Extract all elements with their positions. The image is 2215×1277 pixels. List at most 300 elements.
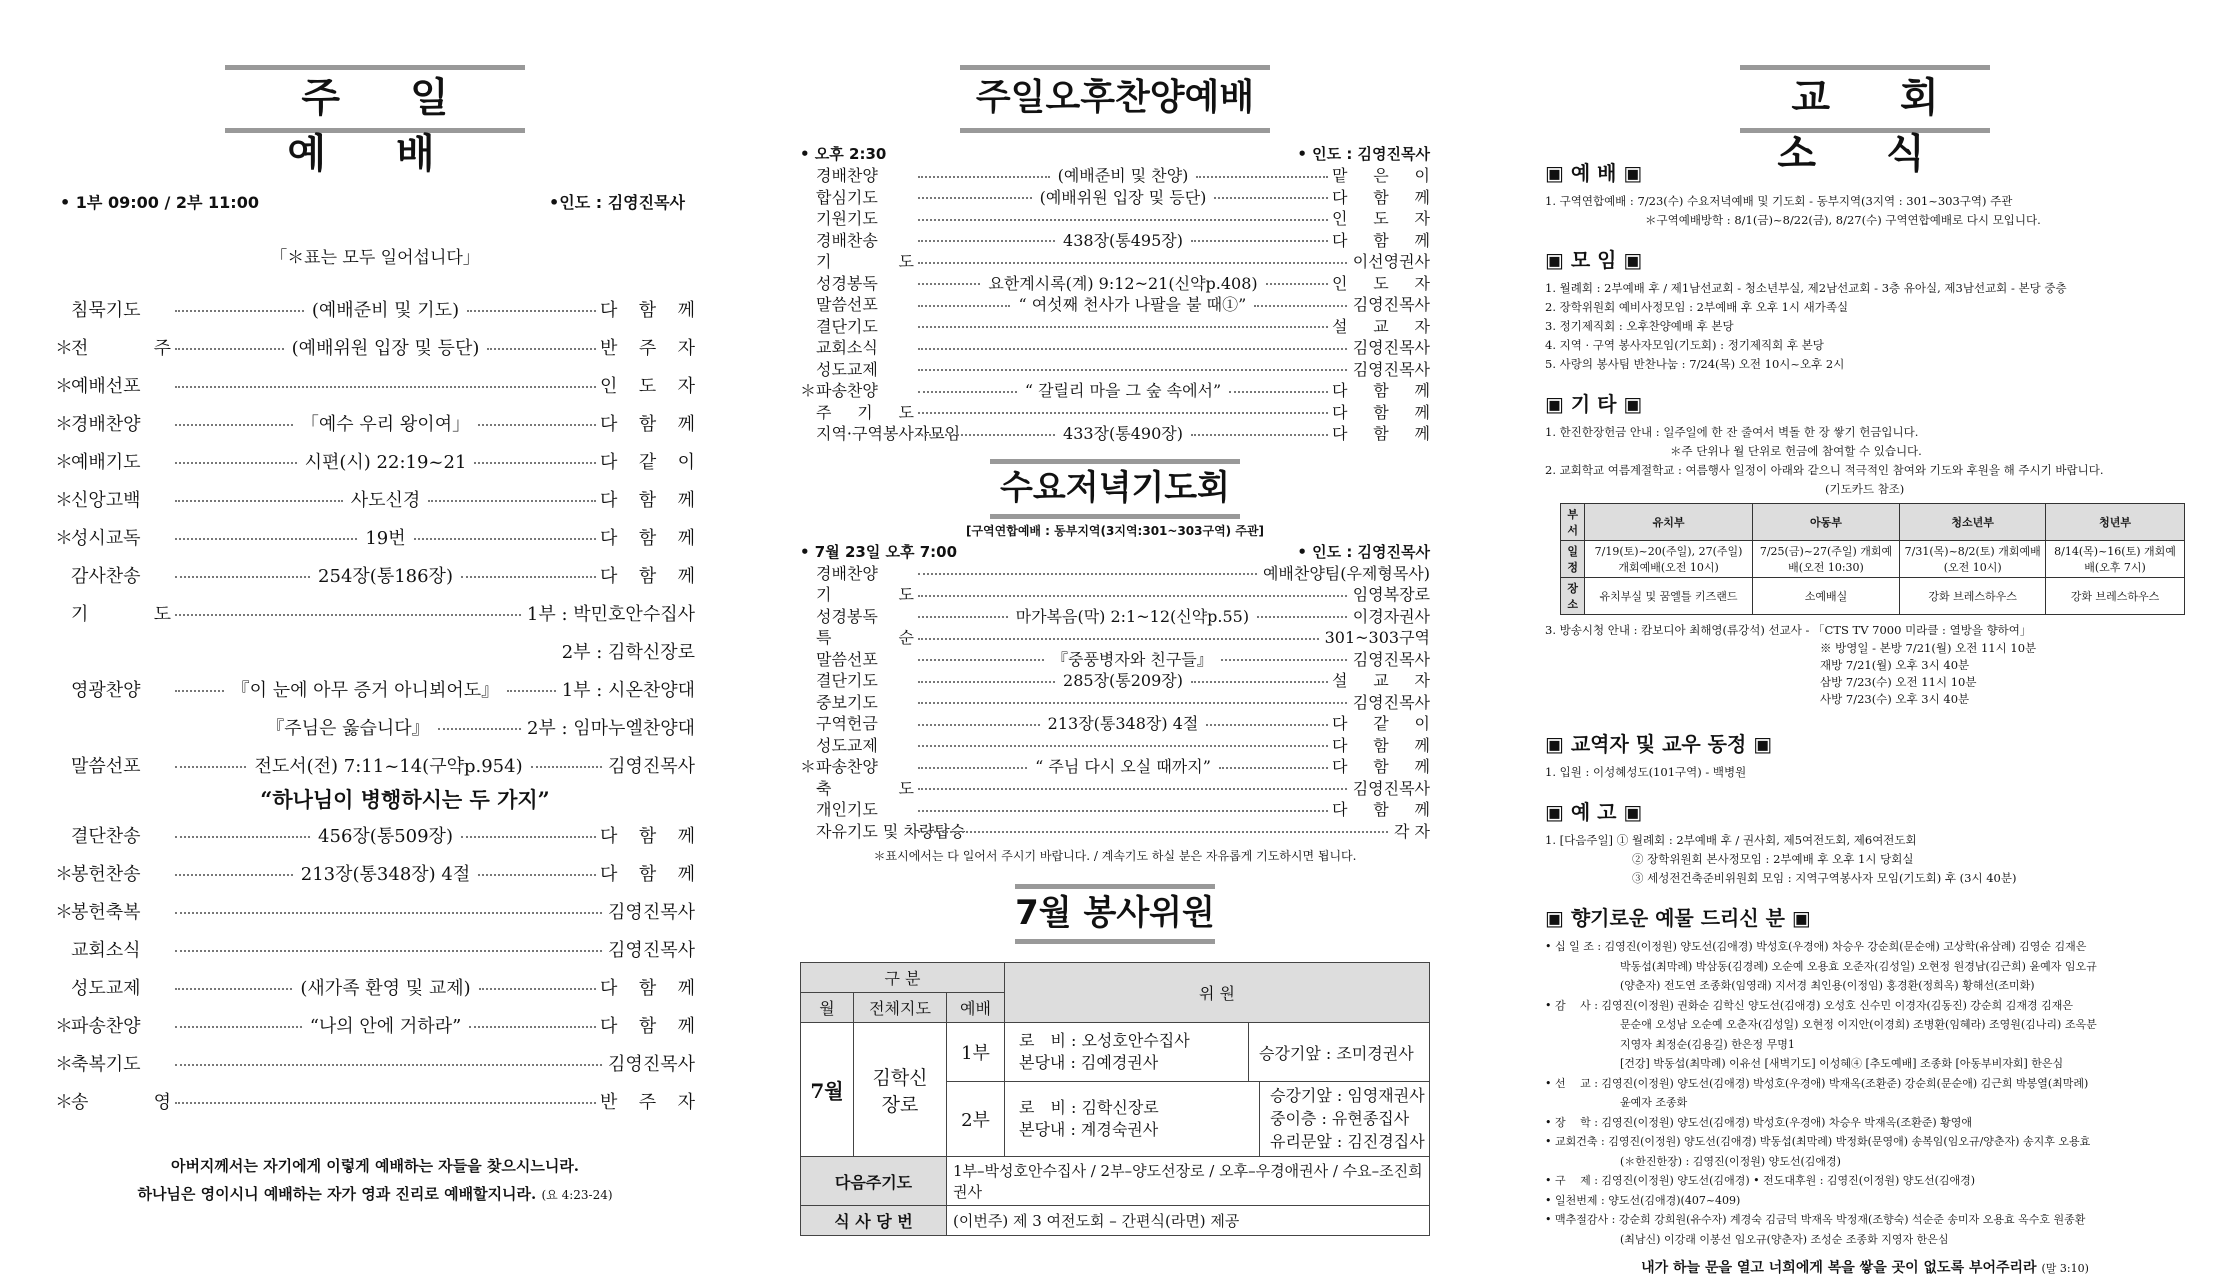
vol-s1-lobby: 로 비 : 오성호안수집사 [1019,1031,1190,1050]
order-person: 인 도 자 [600,376,695,397]
offering-line: • 선 교 : 김영진(이정원) 양도선(김애경) 박성호(우경애) 박재옥(조환준) 강순희(문순애) 김근희 박봉열(최막례) [1545,1076,2089,1090]
vol-region: 김학신 장로 [854,1023,947,1157]
leader-dots [1191,240,1328,242]
order-row [55,328,695,366]
order-label: 신앙고백 [71,490,141,511]
order-person: 다 같 이 [1332,714,1430,734]
afternoon-title: 주일오후찬양예배 [960,65,1270,133]
order-label: 합심기도 [816,187,878,207]
order-label: 성시교독 [71,528,141,549]
leader-dots [175,500,343,502]
leader-dots [1266,283,1328,285]
offering-line: (양춘자) 전도연 조종화(임영래) 지서경 최인용(이정임) 홍경환(정희옥) 황해선(조미화) [1620,979,2035,992]
order-detail: 사도신경 [350,490,421,511]
worship-heading: ▣ 예 배 ▣ [1545,161,1643,185]
order-label: 말씀선포 [816,649,878,669]
camp-schedule-2: 7/25(금)~27(주일) 개회예배(오전 10:30) [1752,541,1900,578]
leader-dots [918,283,980,285]
order-detail: 19번 [365,528,406,549]
meeting-list [1545,279,2185,374]
wednesday-sub: [구역연합예배 : 동부지역(3지역:301~303구역) 주관] [965,523,1265,538]
offering-line: 윤예자 조종화 [1620,1096,1688,1109]
order-row [800,691,1430,713]
offering-line: (최남신) 이강래 이봉선 임오규(양춘자) 조성순 조종화 지영자 한은심 [1620,1232,1949,1246]
order-label: 감사찬송 [71,566,141,587]
order-row [800,798,1430,820]
etc-news [1545,423,2185,499]
leader-dots [175,950,602,952]
church-news-column [1545,0,2185,1276]
etc-2b: (기도카드 참조) [1825,482,1905,496]
order-label: 자유기도 및 차량탑승 [816,821,966,841]
leader-dots [918,724,1040,726]
order-row [55,404,695,442]
meeting-item: 3. 정기제직회 : 오후찬양예배 후 본당 [1545,319,1734,333]
offering-line: • 감 사 : 김영진(이정원) 권화순 김학신 양도선(김애경) 오성호 신수민 이경자(김동진) 강순희 김재경 김재은 [1545,998,2074,1012]
order-label: 결단기도 [816,671,878,691]
order-label: 기 도 [816,252,914,272]
order-label: 지역·구역봉사자모임 [816,424,961,444]
plan-3: ③ 세성전건축준비위원회 모임 : 지역구역봉사자 모임(기도회) 후 (3시 40분) [1632,871,2017,885]
order-row [800,712,1430,734]
order-label: 파송찬양 [816,757,878,777]
order-row [800,186,1430,208]
leader-dots [918,616,1008,618]
order-detail: “ 여섯째 천사가 나팔을 불 때①” [1018,295,1247,315]
order-label: 경배찬양 [816,563,878,583]
order-label: 성경봉독 [816,273,878,293]
standing-mark: ＊ [55,902,73,923]
leader-dots [175,462,297,464]
leader-dots [175,1064,602,1066]
camp-schedule-1: 7/19(토)~20(주일), 27(주일) 개회예배(오전 10시) [1585,541,1752,578]
order-row [55,518,695,556]
order-label: 중보기도 [816,692,878,712]
leader-dots [175,988,292,990]
order-label: 파송찬양 [71,1016,141,1037]
vol-s2-lobby: 로 비 : 김학신장로 [1019,1098,1159,1117]
leader-dots [175,766,246,768]
order-person: 다 함 께 [1332,402,1430,422]
leader-dots [467,310,596,312]
etc-1: 1. 한진한장헌금 안내 : 일주일에 한 잔 줄여서 벽돌 한 장 쌓기 헌금입니다. [1545,425,1919,439]
news-verse-ref: (말 3:10) [2041,1262,2089,1275]
order-row [800,293,1430,315]
volunteer-table [800,962,1430,1236]
afternoon-column [800,0,1430,1240]
order-label: 송 영 [71,1092,171,1113]
order-person: 김영진목사 [608,756,696,777]
order-row [55,1082,695,1120]
offering-line: 지영자 최정순(김용길) 한은정 무명1 [1620,1037,1795,1051]
order-row [55,480,695,518]
vol-s2-hall: 본당내 : 계경숙권사 [1019,1120,1159,1139]
plan-news [1545,831,2185,888]
standing-mark: ＊ [55,1054,73,1075]
order-person: 다 같 이 [600,452,696,473]
vol-s2-glassdoor: 유리문앞 : 김진경집사 [1270,1132,1425,1151]
leader-dots [918,702,1347,704]
order-detail: 「예수 우리 왕이여」 [300,414,471,435]
wednesday-note: ＊표시에서는 다 일어서 주시기 바랍니다. / 계속기도 하실 분은 자유롭게 기도하시면 됩니다. [873,849,1357,863]
standing-mark: ＊ [55,414,73,435]
leader-dots [918,745,1328,747]
order-row [800,777,1430,799]
order-person: 1부 : 박민호안수집사 [526,604,695,625]
order-person: 다 함 께 [1332,424,1430,444]
leader-dots [175,538,357,540]
news-verse [1545,1257,2185,1277]
order-person: 반 주 자 [600,1092,695,1113]
leader-dots [918,305,1010,307]
order-person: 김영진목사 [608,940,695,961]
vol-s1-elevator: 승강기앞 : 조미경권사 [1248,1023,1429,1081]
order-person: 다 함 께 [600,978,696,999]
order-detail: (예배위원 입장 및 등단) [291,338,480,359]
sunday-meta [55,190,695,213]
order-person: 다 함 께 [600,528,696,549]
order-row [55,442,695,480]
leader-dots [918,240,1055,242]
leader-dots [918,369,1347,371]
order-person: 임영복장로 [1352,585,1430,605]
standing-mark: ＊ [55,1016,73,1037]
leader-dots [469,1026,596,1028]
order-row [55,892,695,930]
order-detail: 433장(통490장) [1063,424,1183,444]
etc-1b: ＊주 단위나 월 단위로 헌금에 참여할 수 있습니다. [1670,444,1922,458]
order-detail: (예배준비 및 찬양) [1057,166,1189,186]
order-person: 1부 : 시온찬양대 [561,680,695,701]
order-row [800,250,1430,272]
camp-row-schedule: 일정 [1561,541,1585,578]
vol-next-label: 다음주기도 [801,1157,947,1206]
order-row [800,336,1430,358]
leader-dots [918,326,1328,328]
afternoon-order [800,164,1430,444]
worship-news [1545,192,2185,230]
leader-dots [918,348,1347,350]
vol-service-2: 2부 [947,1082,1005,1157]
leader-dots [918,262,1347,264]
leader-dots [507,690,556,692]
vol-s2-mezzanine: 중이층 : 유현종집사 [1270,1109,1410,1128]
order-row [800,562,1430,584]
standing-mark: ＊ [55,490,73,511]
order-person: 반 주 자 [600,338,696,359]
leader-dots [438,728,521,730]
order-detail: 전도서(전) 7:11~14(구약p.954) [254,756,523,777]
broadcast-item: 재방 7/21(월) 오후 3시 40분 [1820,658,1970,672]
order-person: 다 함 께 [1332,381,1431,401]
order-label: 기원기도 [816,209,878,229]
order-label: 기 도 [816,585,914,605]
order-person: 다 함 께 [600,1016,696,1037]
vol-head-service: 예배 [947,993,1005,1023]
order-row [55,854,695,892]
order-row [55,632,695,670]
worship-news-1b: ＊구역예배방학 : 8/1(금)~8/22(금), 8/27(수) 구역연합예배로 다시 모입니다. [1645,213,2041,227]
broadcast-item: ※ 방영일 - 본방 7/21(월) 오전 11시 10분 [1820,641,2037,655]
order-row [800,358,1430,380]
order-person: 301~303구역 [1324,628,1430,648]
leader: •인도 : 김영진목사 [549,193,685,212]
order-person: 김영진목사 [608,1054,695,1075]
order-row [800,669,1430,691]
order-person: 다 함 께 [1332,757,1430,777]
leader-dots [175,614,521,616]
order-label: 축복기도 [71,1054,141,1075]
order-row [800,626,1430,648]
order-row [800,272,1430,294]
order-person: 예배찬양팀(우제형목사) [1262,563,1430,583]
staff-1: 1. 입원 : 이성혜성도(101구역) - 백병원 [1545,765,1747,779]
order-person: 김영진목사 [1352,649,1431,669]
order-person: 다 함 께 [600,566,696,587]
vol-head-region: 전체지도 [854,993,947,1023]
leader-dots [175,836,310,838]
leader-dots [1191,681,1328,683]
order-label: 성경봉독 [816,606,878,626]
order-row [55,290,695,328]
leader-dots [918,197,1032,199]
leader-dots [175,424,293,426]
leader-dots [1219,767,1328,769]
leader-dots [1229,391,1328,393]
leader-dots [175,576,310,578]
offering-line: (＊한진한장) : 김영진(이정원) 양도선(김애경) [1620,1154,1841,1168]
order-detail: (예배준비 및 기도) [311,300,460,321]
verse-line-1: 아버지께서는 자기에게 이렇게 예배하는 자들을 찾으시느니라. [170,1157,580,1175]
news-verse-text: 내가 하늘 문을 열고 너희에게 복을 쌓을 곳이 없도록 부어주리라 [1641,1260,2037,1276]
vol-meal-label: 식 사 당 번 [801,1206,947,1236]
order-detail: “나의 안에 거하라” [309,1016,462,1037]
order-row [800,755,1430,777]
standing-notice: 「＊표는 모두 일어섭니다」 [270,248,480,268]
leader-dots [175,912,602,914]
offering-line: • 교회건축 : 김영진(이정원) 양도선(김애경) 박동섭(최막례) 박정화(문영애) 송복임(임오규/양춘자) 송지후 오용효 [1545,1135,2091,1148]
broadcast-item: 사방 7/23(수) 오후 3시 40분 [1820,692,1970,706]
order-label: 교회소식 [816,338,878,358]
order-detail: 요한계시록(계) 9:12~21(신약p.408) [988,273,1258,293]
leader-dots [479,988,596,990]
camp-head-dept: 부서 [1561,504,1585,541]
order-label: 결단찬송 [71,826,141,847]
order-person: 설 교 자 [1332,671,1430,691]
camp-head-kinder: 유치부 [1585,504,1752,541]
order-label: 파송찬양 [816,381,878,401]
sunday-worship-column [55,0,695,1240]
leader-dots [175,310,304,312]
order-label: 경배찬양 [71,414,141,435]
broadcast-news [1545,621,2185,708]
order-of-service-1 [55,290,695,784]
order-label: 특 순 [816,628,914,648]
order-row [55,968,695,1006]
order-person: 이경자권사 [1352,606,1431,626]
order-person: 다 함 께 [600,300,695,321]
order-row [55,556,695,594]
leader-dots [1206,724,1328,726]
vol-next-value: 1부–박성호안수집사 / 2부–양도선장로 / 오후–우경애권사 / 수요–조진희권사 [947,1157,1430,1206]
leader-dots [918,412,1328,414]
order-row [800,583,1430,605]
leader-dots [414,538,596,540]
standing-mark: ＊ [55,452,73,473]
leader-dots [531,766,602,768]
leader-dots [474,462,596,464]
order-detail: “ 갈릴리 마을 그 숲 속에서” [1024,381,1222,401]
order-row [800,820,1430,842]
verse-ref: (요 4:23-24) [541,1188,613,1202]
afternoon-leader: • 인도 : 김영진목사 [1297,145,1430,163]
order-detail: 254장(통186장) [318,566,453,587]
order-label: 주 기 도 [816,402,914,422]
offering-line: [건강] 박동섭(최막례) 이유선 [새벽기도] 이성혜④ [추도예배] 조종화 [아동부비자회] 한은심 [1620,1057,2064,1070]
leader-dots [918,831,1388,833]
order-label: 기 도 [71,604,171,625]
leader-dots [918,219,1328,221]
order-label: 구역헌금 [816,714,878,734]
order-person: 다 함 께 [1332,735,1430,755]
wednesday-leader: • 인도 : 김영진목사 [1297,542,1430,561]
leader-dots [175,1102,596,1104]
summer-camp-table [1560,503,2185,615]
order-label: 예배기도 [71,452,141,473]
order-row [55,746,695,784]
offering-line: • 장 학 : 김영진(이정원) 양도선(김애경) 박성호(우경애) 차승우 박재옥(조환준) 황영애 [1545,1115,1973,1129]
order-detail: 『이 눈에 아무 증거 아니뵈어도』 [231,680,500,701]
vol-meal-value: (이번주) 제 3 여전도회 – 간편식(라면) 제공 [947,1206,1430,1236]
order-row [55,670,695,708]
leader-dots [918,788,1347,790]
vol-head-month: 월 [801,993,854,1023]
order-person: 김영진목사 [1352,359,1430,379]
order-row [55,708,695,746]
order-row [55,1044,695,1082]
order-person: 다 함 께 [1332,230,1430,250]
standing-mark: ＊ [55,528,73,549]
camp-row-place: 장소 [1561,578,1585,615]
order-label: 전 주 [71,338,171,359]
order-person: 다 함 께 [600,826,696,847]
vol-s2-elevator: 승강기앞 : 임영재권사 [1270,1086,1425,1105]
order-label: 봉헌축복 [71,902,141,923]
order-detail: 시편(시) 22:19~21 [304,452,467,473]
camp-place-4: 강화 브레스하우스 [2046,578,2185,615]
order-of-service-2 [55,816,695,1120]
vol-service-1: 1부 [947,1023,1005,1082]
order-label: 경배찬송 [816,230,878,250]
standing-mark: ＊ [55,864,73,885]
order-person: 다 함 께 [600,864,696,885]
offering-line: 문순애 오성남 오순예 오춘자(김성일) 오현정 이지안(이경희) 조병환(임혜라) 조영원(김나리) 조옥분 [1620,1018,2097,1031]
order-label: 말씀선포 [71,756,141,777]
leader-dots [918,391,1017,393]
offering-heading: ▣ 향기로운 예물 드리신 분 ▣ [1545,906,1811,930]
order-row [800,648,1430,670]
staff-heading: ▣ 교역자 및 교우 동정 ▣ [1545,732,1773,756]
closing-verse [55,1152,695,1209]
wednesday-time: • 7월 23일 오후 7:00 [800,542,958,561]
order-row [800,207,1430,229]
offering-line: • 일천번제 : 양도선(김애경)(407~409) [1545,1193,1741,1207]
leader-dots [918,595,1347,597]
sermon-title: “하나님이 병행하시는 두 가지” [260,787,550,812]
meeting-item: 4. 지역 · 구역 봉사자모임(기도회) : 정기제직회 후 본당 [1545,338,1824,352]
order-person: 인 도 자 [1332,273,1431,293]
vol-s1-hall: 본당내 : 김예경권사 [1019,1053,1159,1072]
order-row [55,816,695,854]
leader-dots [478,424,596,426]
leader-dots [175,874,293,876]
order-row [800,315,1430,337]
order-person: 김영진목사 [1352,338,1430,358]
standing-mark: ＊ [55,376,73,397]
order-detail: 213장(통348장) 4절 [1047,714,1199,734]
order-detail: 『중풍병자와 친구들』 [1052,649,1213,669]
leader-dots [175,348,284,350]
order-person: 각 자 [1394,821,1430,841]
order-person: 김영진목사 [608,902,695,923]
plan-heading: ▣ 예 고 ▣ [1545,800,1643,824]
volunteer-title: 7월 봉사위원 [1015,884,1215,944]
order-person: 맡 은 이 [1332,166,1431,186]
order-person: 다 함 께 [600,490,695,511]
order-detail: 285장(통209장) [1063,671,1183,691]
leader-dots [918,659,1044,661]
leader-dots [487,348,596,350]
order-label: 말씀선포 [816,295,878,315]
leader-dots [918,810,1328,812]
standing-mark: ＊ [55,1092,73,1113]
vol-head-members: 위 원 [1005,963,1430,1023]
leader-dots [918,767,1027,769]
order-detail: 456장(통509장) [318,826,453,847]
order-person: 이선영권사 [1352,252,1430,272]
wednesday-order [800,562,1430,842]
order-label: 성도교제 [816,735,878,755]
order-row [800,605,1430,627]
order-person: 다 함 께 [1332,187,1431,207]
camp-head-young-adult: 청년부 [2046,504,2185,541]
order-row [800,734,1430,756]
leader-dots [918,176,1050,178]
leader-dots [1191,434,1328,436]
camp-schedule-4: 8/14(목)~16(토) 개회예배(오후 7시) [2046,541,2185,578]
order-label: 영광찬양 [71,680,141,701]
standing-mark: ＊ [55,338,73,359]
leader-dots [175,690,224,692]
order-person: 2부 : 김학신장로 [561,642,695,663]
order-label: 교회소식 [71,940,141,961]
order-label: 예배선포 [71,376,141,397]
camp-head-children: 아동부 [1752,504,1900,541]
camp-place-2: 소예배실 [1752,578,1900,615]
order-label: 결단기도 [816,316,878,336]
order-label: 성도교제 [71,978,141,999]
order-row [800,422,1430,444]
leader-dots [428,500,596,502]
order-detail: 마가복음(막) 2:1~12(신약p.55) [1015,606,1250,626]
sunday-worship-title: 주 일 예 배 [225,65,525,133]
leader-dots [1196,176,1328,178]
verse-line-2: 하나님은 영이시니 예배하는 자가 영과 진리로 예배할지니라. [137,1185,537,1203]
order-detail: (새가족 환영 및 교제) [300,978,471,999]
order-person: 김영진목사 [1352,295,1430,315]
etc-2: 2. 교회학교 여름계절학교 : 여름행사 일정이 아래와 같으니 적극적인 참여와 기도와 후원을 해 주시기 바랍니다. [1545,463,2104,477]
order-row [800,379,1430,401]
